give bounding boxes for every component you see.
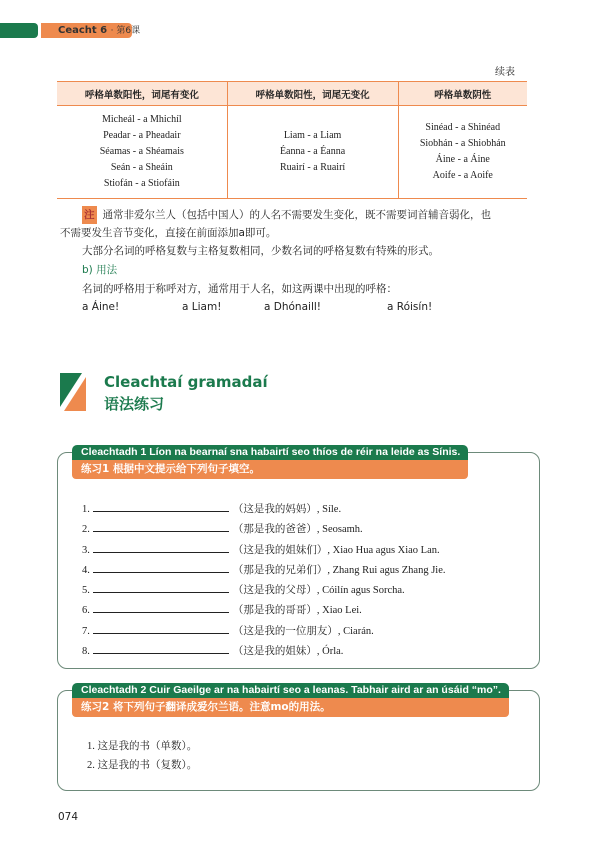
answer-blank[interactable]	[93, 540, 229, 553]
lesson-label-cn: · 第6课	[110, 26, 141, 36]
item-hint: （这是我的姐妹）, Órla.	[232, 646, 344, 658]
item-number: 7.	[82, 625, 90, 637]
answer-blank[interactable]	[93, 499, 229, 512]
name-pair: Sinéad - a Shinéad	[425, 122, 501, 133]
name-pair: Séamas - a Shéamais	[99, 146, 184, 157]
item-number: 3.	[82, 544, 90, 556]
note-line-1	[82, 206, 491, 224]
answer-blank[interactable]	[93, 621, 229, 634]
name-pair: Peadar - a Pheadair	[103, 130, 181, 141]
item-number: 2.	[82, 524, 90, 536]
item-hint: （这是我的姐妹们）, Xiao Hua agus Xiao Lan.	[232, 544, 440, 556]
table-cell	[398, 106, 527, 199]
table-cell	[57, 106, 227, 199]
exercise-2-title-ga: Cleachtadh 2 Cuir Gaeilge ar na habairtí seo a leanas. Tabhair aird ar an úsáid “mo”.	[72, 683, 509, 698]
exercise-item	[82, 600, 445, 620]
section-title	[104, 371, 268, 415]
table-header: 呼格单数阳性，词尾无变化	[227, 82, 398, 106]
item-number: 8.	[82, 646, 90, 658]
section-title-ga: Cleachtaí gramadaí	[104, 373, 268, 391]
example: a Dhónaill!	[264, 301, 321, 313]
exercise-1-list	[82, 499, 445, 661]
exercise-2-title-bars	[72, 683, 509, 717]
exercise-item	[82, 560, 445, 580]
name-pair: Áine - a Áine	[435, 154, 490, 165]
usage-heading: b) 用法	[82, 264, 118, 276]
header-green-tab	[0, 23, 38, 38]
example: a Áine!	[82, 301, 120, 313]
table-header: 呼格单数阳性，词尾有变化	[57, 82, 227, 106]
item-number: 1.	[82, 504, 90, 515]
exercise-item: 2. 这是我的书（复数）。	[87, 760, 198, 771]
exercise-item: 1. 这是我的书（单数）。	[87, 741, 198, 752]
item-hint: （这是我的妈妈）, Síle.	[232, 504, 342, 515]
answer-blank[interactable]	[93, 641, 229, 654]
table-cell	[227, 106, 398, 199]
answer-blank[interactable]	[93, 580, 229, 593]
item-number: 6.	[82, 605, 90, 617]
note-badge: 注	[82, 206, 97, 224]
section-icon	[60, 373, 86, 411]
example: a Róisín!	[387, 301, 433, 313]
note-line-3: 大部分名词的呼格复数与主格复数相同，少数名词的呼格复数有特殊的形式。	[82, 245, 439, 257]
item-hint: （这是我的父母）, Cóilín agus Sorcha.	[232, 585, 405, 597]
answer-blank[interactable]	[93, 560, 229, 573]
item-hint: （那是我的兄弟们）, Zhang Rui agus Zhang Jie.	[232, 564, 446, 576]
section-title-cn: 语法练习	[104, 395, 165, 413]
exercise-1-title-bars	[72, 445, 468, 479]
item-hint: （那是我的爸爸）, Seosamh.	[232, 524, 363, 536]
name-pair: Siobhán - a Shiobhán	[419, 138, 506, 149]
name-pair: Ruairí - a Ruairí	[279, 162, 346, 173]
continued-label: 续表	[495, 67, 515, 78]
item-number: 4.	[82, 564, 90, 576]
note-line-2: 不需要发生音节变化，直接在前面添加a即可。	[60, 227, 277, 239]
name-pair: Seán - a Sheáin	[110, 162, 173, 173]
answer-blank[interactable]	[93, 600, 229, 613]
exercise-1-title-ga: Cleachtadh 1 Líon na bearnaí sna habairtí seo thíos de réir na leide as Sínis.	[72, 445, 468, 460]
exercise-2-title-cn: 练习2 将下列句子翻译成爱尔兰语。注意mo的用法。	[72, 698, 509, 717]
usage-text: 名词的呼格用于称呼对方，通常用于人名，如这两课中出现的呼格：	[82, 283, 397, 295]
page-number: 074	[58, 811, 79, 823]
name-pair: Stiofán - a Stiofáin	[103, 178, 180, 189]
exercise-item	[82, 641, 445, 661]
name-pair: Liam - a Liam	[283, 130, 342, 141]
exercise-item	[82, 621, 445, 641]
name-pair: Micheál - a Mhichíl	[101, 114, 182, 125]
exercise-item	[82, 519, 445, 539]
lesson-label: Ceacht 6	[58, 25, 108, 36]
note-text: 通常非爱尔兰人（包括中国人）的人名不需要发生变化，既不需要词首辅音弱化，也	[102, 209, 491, 221]
exercise-2-list	[87, 737, 197, 775]
vocative-table	[57, 81, 527, 199]
name-pair: Éanna - a Éanna	[279, 146, 346, 157]
item-number: 5.	[82, 585, 90, 597]
exercise-item	[82, 540, 445, 560]
name-pair: Aoife - a Aoife	[432, 170, 493, 181]
table-header: 呼格单数阴性	[398, 82, 527, 106]
item-hint: （那是我的哥哥）, Xiao Lei.	[232, 605, 362, 617]
item-hint: （这是我的一位朋友）, Ciarán.	[232, 625, 374, 637]
lesson-header	[41, 23, 141, 38]
exercise-item	[82, 499, 445, 519]
example: a Liam!	[182, 301, 222, 313]
exercise-1-title-cn: 练习1 根据中文提示给下列句子填空。	[72, 460, 468, 479]
answer-blank[interactable]	[93, 519, 229, 532]
exercise-item	[82, 580, 445, 600]
